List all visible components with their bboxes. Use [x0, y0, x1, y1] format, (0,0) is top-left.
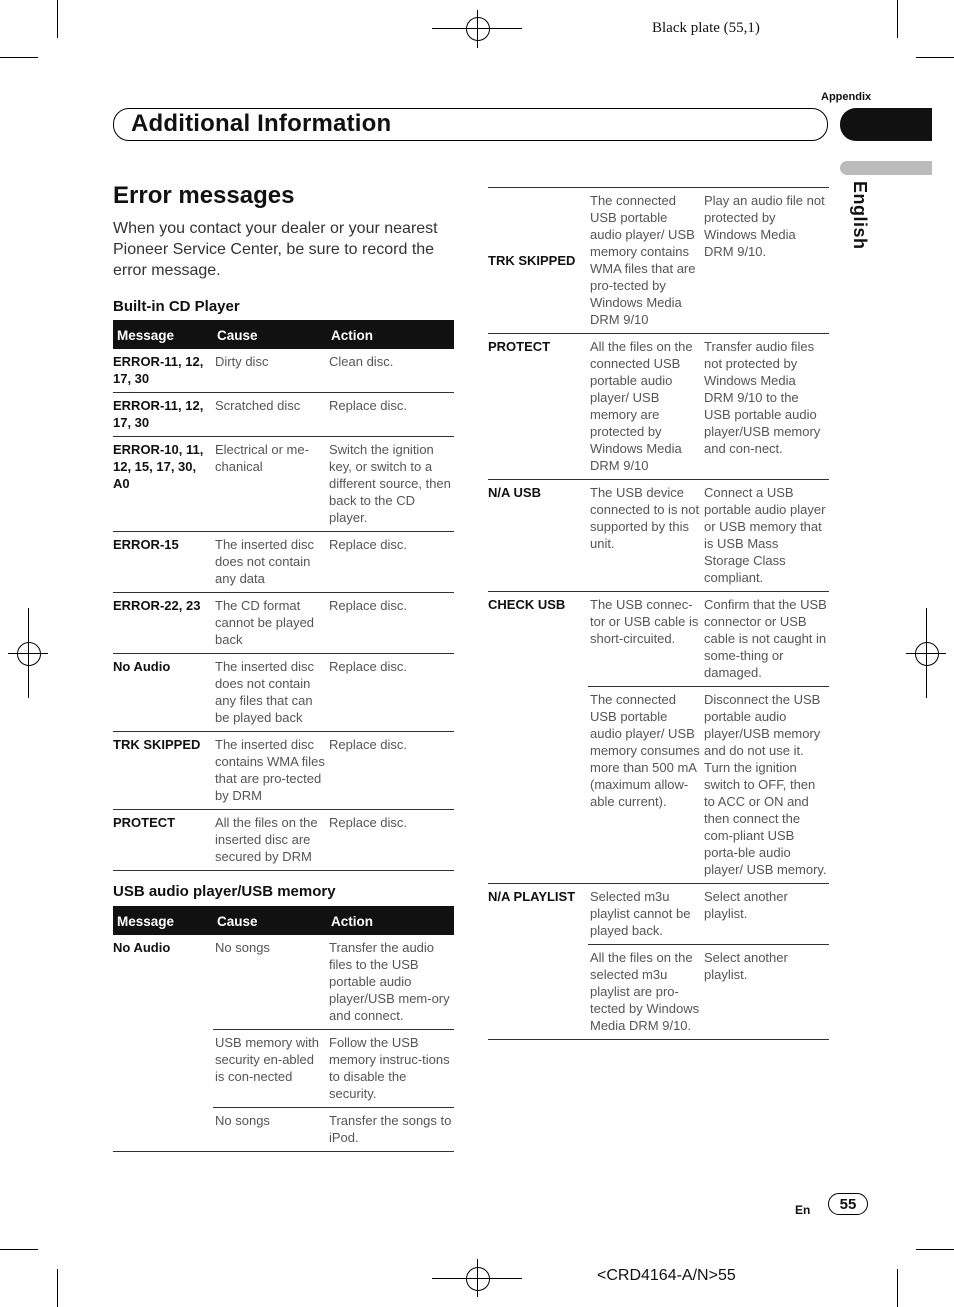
error-cause: Dirty disc [213, 349, 327, 393]
error-action: Follow the USB memory instruc-tions to disable the security. [327, 1030, 454, 1108]
table-row [113, 437, 454, 532]
table-row [113, 935, 454, 1030]
error-message: No Audio [113, 654, 213, 732]
error-cause: Electrical or me-chanical [213, 437, 327, 532]
table-row [113, 393, 454, 437]
error-action: Replace disc. [327, 393, 454, 437]
error-action: Replace disc. [327, 810, 454, 871]
error-message: No Audio [113, 935, 213, 1152]
error-cause: All the files on the inserted disc are secured by DRM [213, 810, 327, 871]
language-tab-marker [840, 161, 932, 175]
table-row [488, 884, 829, 945]
error-cause: The inserted disc contains WMA files that are pro-tected by DRM [213, 732, 327, 810]
error-action: Play an audio file not protected by Windows Media DRM 9/10. [702, 188, 829, 334]
cd-player-heading: Built-in CD Player [113, 298, 240, 315]
cd-error-table [113, 320, 454, 871]
appendix-label: Appendix [821, 91, 872, 103]
footer-language: En [795, 1203, 811, 1217]
error-action: Select another playlist. [704, 889, 788, 921]
document-id: <CRD4164-A/N>55 [597, 1267, 736, 1284]
error-message: ERROR-11, 12, 17, 30 [113, 349, 213, 393]
error-action: Confirm that the USB connector or USB cable is not caught in some-thing or damaged. [704, 597, 827, 680]
error-cause: All the files on the selected m3u playlist are pro-tected by Windows Media DRM 9/10. [588, 945, 702, 1040]
error-cause: No songs [213, 1108, 327, 1152]
page-number: 55 [828, 1193, 868, 1215]
error-cause: All the files on the connected USB portable audio player/ USB memory are protected by Windows Media DRM 9/10 [588, 334, 702, 480]
error-message: PROTECT [113, 810, 213, 871]
section-tab [840, 108, 932, 141]
error-cause: The connected USB portable audio player/ USB memory consumes more than 500 mA (maximum allow-able current). [588, 687, 702, 884]
column-header-message: Message [113, 906, 213, 935]
table-row [113, 349, 454, 393]
error-action: Transfer audio files not protected by Windows Media DRM 9/10 to the USB portable audio player/USB memory and con-nect. [702, 334, 829, 480]
error-cause: USB memory with security en-abled is con-nected [213, 1030, 327, 1108]
error-message: ERROR-10, 11, 12, 15, 17, 30, A0 [113, 437, 213, 532]
error-action: Select another playlist. [702, 945, 829, 1040]
error-action: Clean disc. [327, 349, 454, 393]
column-header-cause: Cause [213, 906, 327, 935]
error-action: Disconnect the USB portable audio player/USB memory and do not use it. Turn the ignition switch to OFF, then to ACC or ON and then connect the com-pliant USB porta-ble audio player/ USB memory. [702, 687, 829, 884]
column-header-action: Action [327, 906, 454, 935]
error-message: ERROR-15 [113, 532, 213, 593]
error-message: TRK SKIPPED [488, 188, 588, 334]
error-message: ERROR-22, 23 [113, 593, 213, 654]
table-row [488, 334, 829, 480]
plate-label: Black plate (55,1) [652, 20, 760, 36]
error-message: CHECK USB [488, 592, 588, 884]
column-header-cause: Cause [213, 320, 327, 349]
error-action: Replace disc. [327, 532, 454, 593]
error-cause: The connected USB portable audio player/ USB memory contains WMA files that are pro-tected by Windows Media DRM 9/10 [588, 188, 702, 334]
column-header-action: Action [327, 320, 454, 349]
error-action: Replace disc. [327, 732, 454, 810]
error-cause: Scratched disc [213, 393, 327, 437]
error-cause: The CD format cannot be played back [213, 593, 327, 654]
table-row [113, 532, 454, 593]
usb-error-table-continued [488, 187, 829, 1040]
error-message: ERROR-11, 12, 17, 30 [113, 393, 213, 437]
column-header-message: Message [113, 320, 213, 349]
error-action: Transfer the audio files to the USB portable audio player/USB mem-ory and connect. [329, 940, 450, 1023]
error-cause: The inserted disc does not contain any data [213, 532, 327, 593]
table-row [488, 188, 829, 334]
error-action: Connect a USB portable audio player or USB memory that is USB Mass Storage Class compliant. [702, 480, 829, 592]
language-tab-label: English [850, 181, 870, 250]
table-row [113, 732, 454, 810]
page-title: Error messages [113, 182, 295, 209]
error-cause: Selected m3u playlist cannot be played back. [590, 889, 691, 938]
error-cause: No songs [215, 940, 270, 955]
table-row [113, 593, 454, 654]
error-action: Replace disc. [327, 593, 454, 654]
error-message: N/A PLAYLIST [488, 884, 588, 1040]
error-action: Transfer the songs to iPod. [327, 1108, 454, 1152]
error-message: N/A USB [488, 480, 588, 592]
error-cause: The USB connec-tor or USB cable is short-circuited. [590, 597, 699, 646]
error-action: Replace disc. [327, 654, 454, 732]
table-row [488, 480, 829, 592]
usb-error-table [113, 906, 454, 1152]
error-action: Switch the ignition key, or switch to a different source, then back to the CD player. [327, 437, 454, 532]
intro-paragraph: When you contact your dealer or your nearest Pioneer Service Center, be sure to record the error message. [113, 220, 438, 279]
error-cause: The USB device connected to is not supported by this unit. [588, 480, 702, 592]
error-message: PROTECT [488, 334, 588, 480]
error-cause: The inserted disc does not contain any files that can be played back [213, 654, 327, 732]
table-row [488, 592, 829, 687]
table-row [113, 810, 454, 871]
section-title: Additional Information [131, 110, 392, 137]
error-message: TRK SKIPPED [113, 732, 213, 810]
usb-heading: USB audio player/USB memory [113, 883, 336, 900]
table-row [113, 654, 454, 732]
